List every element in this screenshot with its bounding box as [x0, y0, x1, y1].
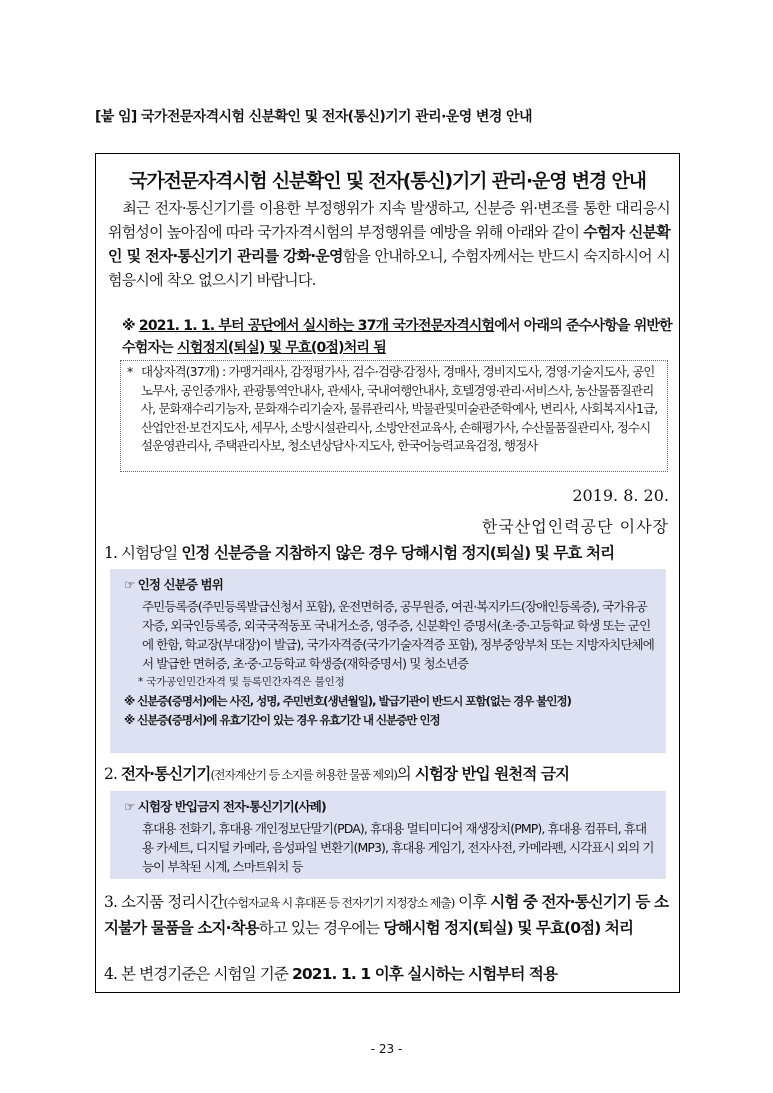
note-text-a: 2021. 1. 1. 부터 공단에서 실시하는 37개 국가전문자격시험	[138, 318, 495, 334]
item-1-bold: 인정 신분증을 지참하지 않은 경우 당해시험 정지(퇴실) 및 무효 처리	[181, 544, 615, 562]
item-3	[104, 890, 674, 941]
intro-paragraph	[108, 196, 670, 292]
item-3-bold-a: 시험 중 전자·통신기기 등 소지불가 물품을 소지·착용	[104, 893, 669, 937]
item-4	[104, 962, 674, 987]
id-card-heading: ☞ 인정 신분증 범위	[124, 577, 223, 592]
item-4-bold: 2021. 1. 1 이후 실시하는 시험부터 적용	[291, 965, 558, 983]
note-marker: ※	[122, 318, 139, 334]
effective-date-note	[122, 315, 672, 359]
item-4-pre: 4. 본 변경기준은 시험일 기준	[104, 965, 292, 983]
device-box	[110, 791, 666, 879]
qualifications-box	[120, 360, 668, 472]
item-3-bold-b: 당해시험 정지(퇴실) 및 무효(0점) 처리	[383, 919, 634, 937]
notice-box	[95, 153, 680, 993]
id-card-rule-1: ※ 신분증(증명서)에는 사진, 성명, 주민번호(생년월일), 발급기관이 반드시 포함(없는 경우 불인정)	[124, 694, 571, 708]
intro-text-2: 함을 안내하오니, 수험자께서는 반드시 숙지하시어 시험응시에 착오 없으시기 바랍니다.	[108, 247, 670, 289]
item-2-bold-b: 시험장 반입 원천적 금지	[414, 765, 570, 783]
note-text-c: 시험정지(퇴실) 및 무효(0점)처리 됨	[176, 340, 386, 356]
intro-bold: 수험자 신분확인 및 전자·통신기기 관리를 강화·운영	[108, 223, 670, 265]
id-card-small-note: * 국가공인민간자격 및 등록민간자격은 불인정	[138, 676, 345, 688]
item-2-pre: 2.	[104, 765, 122, 783]
attachment-title: [붙 임] 국가전문자격시험 신분확인 및 전자(통신)기기 관리·운영 변경 안내	[95, 109, 532, 125]
issuer: 한국산업인력공단 이사장	[481, 517, 669, 536]
notice-title: 국가전문자격시험 신분확인 및 전자(통신)기기 관리·운영 변경 안내	[129, 170, 646, 192]
item-2-mid: 의	[396, 765, 415, 783]
note-text-b: 에서 아래의 준수사항을 위반한 수험자는	[122, 318, 672, 356]
item-1-pre: 1. 시험당일	[104, 544, 182, 562]
id-card-list: 주민등록증(주민등록발급신청서 포함), 운전면허증, 공무원증, 여권·복지카드(장애인등록증), 국가유공자증, 외국인등록증, 외국국적동포 국내거소증, 영주증, 신분확인 증명서(초·중·고등학교 학생 또는 군인에 한함, 학교장(부대장)이 발급), 국가자격증(국가기술자격증 포함), 정부중앙부처 또는 지방자치단체에서 발급한 면허증, 초·중·고등학교 학생증(재학증명서) 및 청소년증	[142, 599, 654, 671]
device-heading: ☞ 시험장 반입금지 전자·통신기기(사례)	[124, 799, 326, 814]
item-2-bold-a: 전자·통신기기	[121, 765, 211, 783]
item-3-small: (수험자교육 시 휴대폰 등 전자기기 지정장소 제출)	[223, 896, 455, 910]
asterisk: *	[127, 364, 133, 379]
item-2-small: (전자계산기 등 소지를 허용한 물품 제외)	[210, 768, 397, 782]
item-3-mid-2: 하고 있는 경우에는	[258, 919, 384, 937]
intro-text-1: 최근 전자·통신기기를 이용한 부정행위가 지속 발생하고, 신분증 위·변조를 통한 대리응시 위험성이 높아짐에 따라 국가자격시험의 부정행위를 예방을 위해 아래와 같이	[108, 199, 670, 241]
item-2	[104, 762, 674, 788]
device-list: 휴대용 전화기, 휴대용 개인정보단말기(PDA), 휴대용 멀티미디어 재생장치(PMP), 휴대용 컴퓨터, 휴대용 카세트, 디지털 카메라, 음성파일 변환기(MP3), 휴대용 게임기, 전자사전, 카메라펜, 시각표시 외의 기능이 부착된 시계, 스마트워치 등	[142, 821, 654, 874]
notice-date: 2019. 8. 20.	[572, 486, 669, 505]
id-card-box	[110, 569, 666, 753]
page-number: - 23 -	[370, 1042, 403, 1056]
item-1	[104, 541, 674, 566]
item-3-pre: 3. 소지품 정리시간	[104, 893, 224, 911]
qualifications-list: 대상자격(37개) : 가맹거래사, 감정평가사, 검수·검량·감정사, 경매사, 경비지도사, 경영·기술지도사, 공인노무사, 공인중개사, 관광통역안내사, 관세사, 국내여행안내사, 호텔경영·관리·서비스사, 농산물품질관리사, 문화재수리기능자, 문화재수리기술자, 물류관리사, 박물관및미술관준학예사, 변리사, 사회복지사1급, 산업안전·보건지도사, 세무사, 소방시설관리사, 소방안전교육사, 손해평가사, 수산물품질관리사, 정수시설운영관리사, 주택관리사보, 청소년상담사·지도사, 한국어능력교육검정, 행정사	[141, 364, 658, 453]
id-card-rule-2: ※ 신분증(증명서)에 유효기간이 있는 경우 유효기간 내 신분증만 인정	[124, 713, 440, 727]
item-3-mid: 이후	[454, 893, 491, 911]
